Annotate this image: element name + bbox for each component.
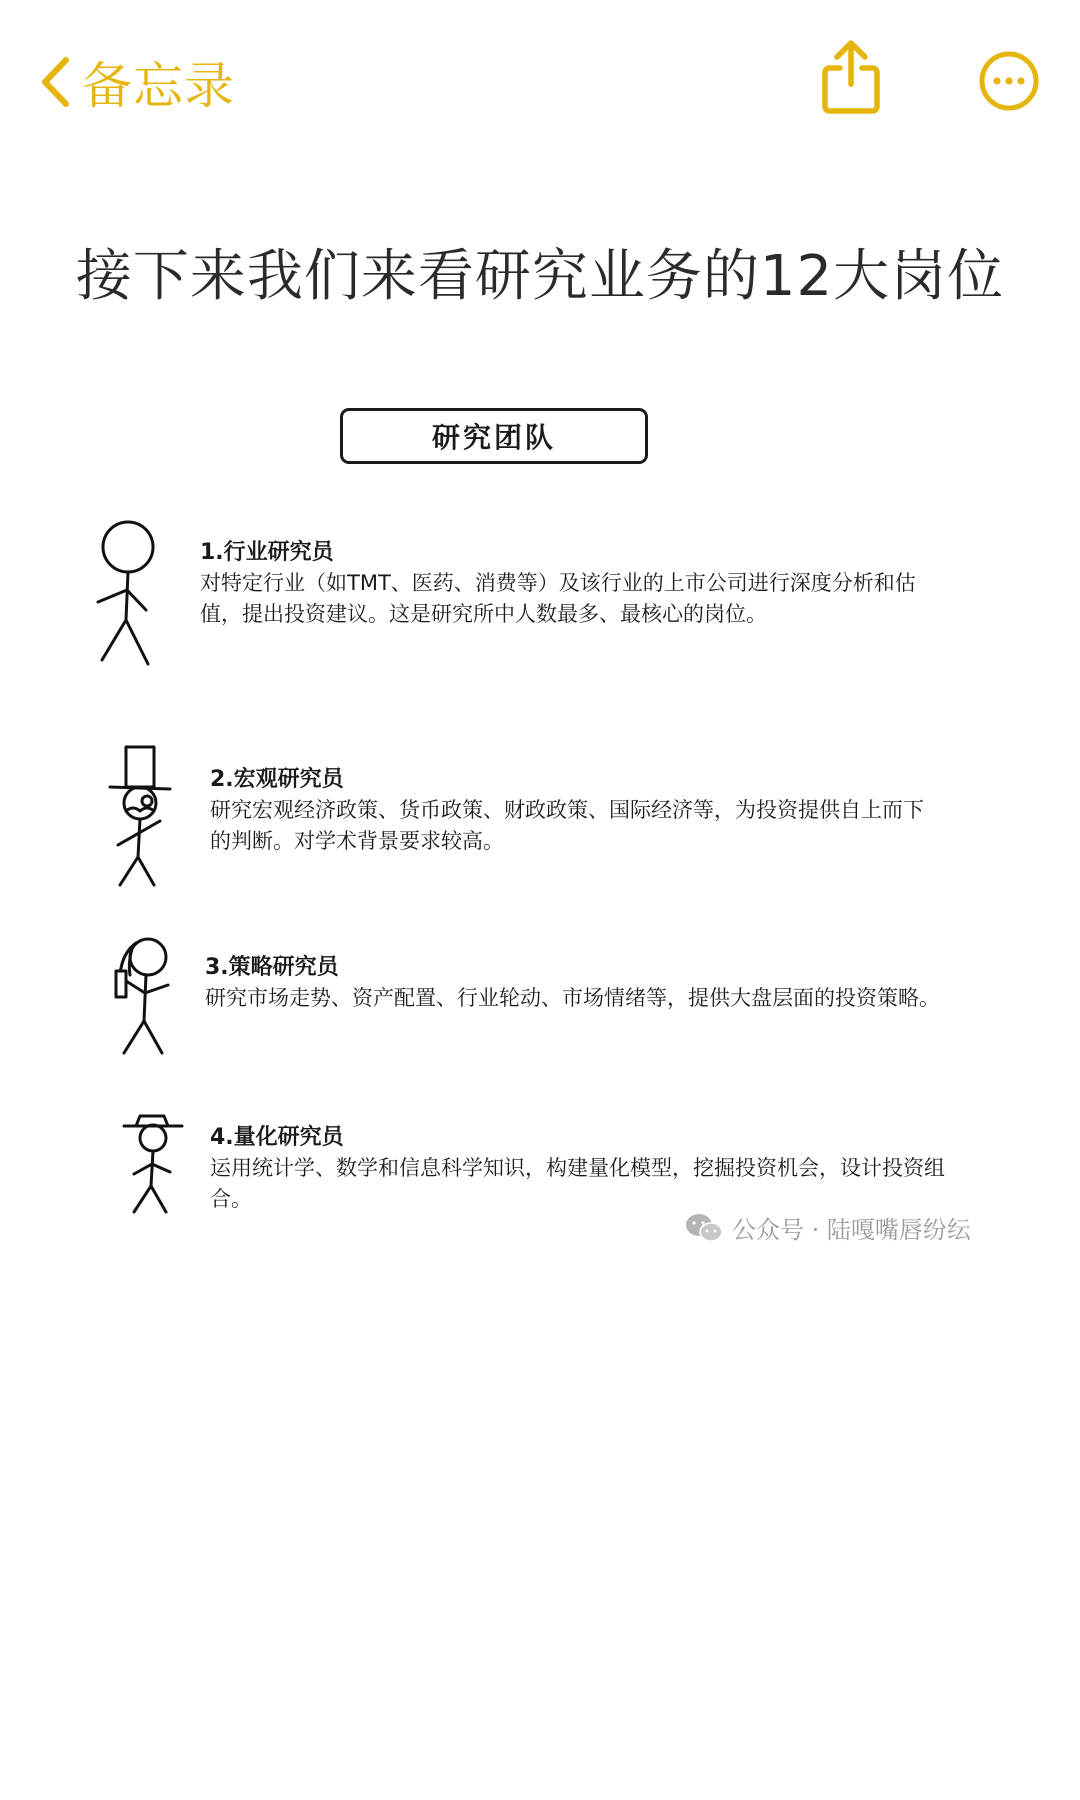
stick-figure-strategy-analyst bbox=[106, 935, 186, 1065]
wechat-icon bbox=[684, 1212, 724, 1244]
chevron-left-icon bbox=[40, 56, 70, 108]
share-button[interactable] bbox=[820, 38, 882, 116]
role-description: 研究宏观经济政策、货币政策、财政政策、国际经济等，为投资提供自上而下的判断。对学术背景要求较高。 bbox=[210, 798, 924, 853]
more-button[interactable] bbox=[978, 50, 1040, 112]
note-title: 接下来我们来看研究业务的12大岗位 bbox=[75, 244, 1005, 309]
role-description: 运用统计学、数学和信息科学知识，构建量化模型，挖掘投资机会，设计投资组合。 bbox=[210, 1156, 945, 1211]
role-title: 1.行业研究员 bbox=[200, 540, 334, 565]
team-label-box bbox=[340, 408, 648, 464]
role-title: 4.量化研究员 bbox=[210, 1125, 344, 1150]
stick-figure-quant-analyst bbox=[118, 1112, 188, 1222]
role-item-strategy-analyst bbox=[205, 950, 940, 1014]
stick-figure-industry-analyst bbox=[90, 520, 162, 670]
role-title: 3.策略研究员 bbox=[205, 955, 339, 980]
stick-figure-macro-analyst bbox=[100, 745, 180, 895]
role-title: 2.宏观研究员 bbox=[210, 767, 344, 792]
watermark-text: 公众号 · 陆嘎嘴唇纷纭 bbox=[732, 1216, 971, 1244]
role-item-industry-analyst bbox=[200, 535, 940, 630]
watermark bbox=[684, 1210, 971, 1245]
role-description: 研究市场走势、资产配置、行业轮动、市场情绪等，提供大盘层面的投资策略。 bbox=[205, 986, 940, 1010]
role-description: 对特定行业（如TMT、医药、消费等）及该行业的上市公司进行深度分析和估值，提出投资建议。这是研究所中人数最多、最核心的岗位。 bbox=[200, 571, 916, 626]
back-label: 备忘录 bbox=[82, 57, 235, 115]
team-label: 研究团队 bbox=[431, 421, 556, 454]
back-button[interactable] bbox=[40, 52, 235, 115]
more-icon bbox=[978, 50, 1040, 112]
role-item-macro-analyst bbox=[210, 762, 940, 857]
role-item-quant-analyst bbox=[210, 1120, 950, 1215]
share-icon bbox=[820, 38, 882, 116]
